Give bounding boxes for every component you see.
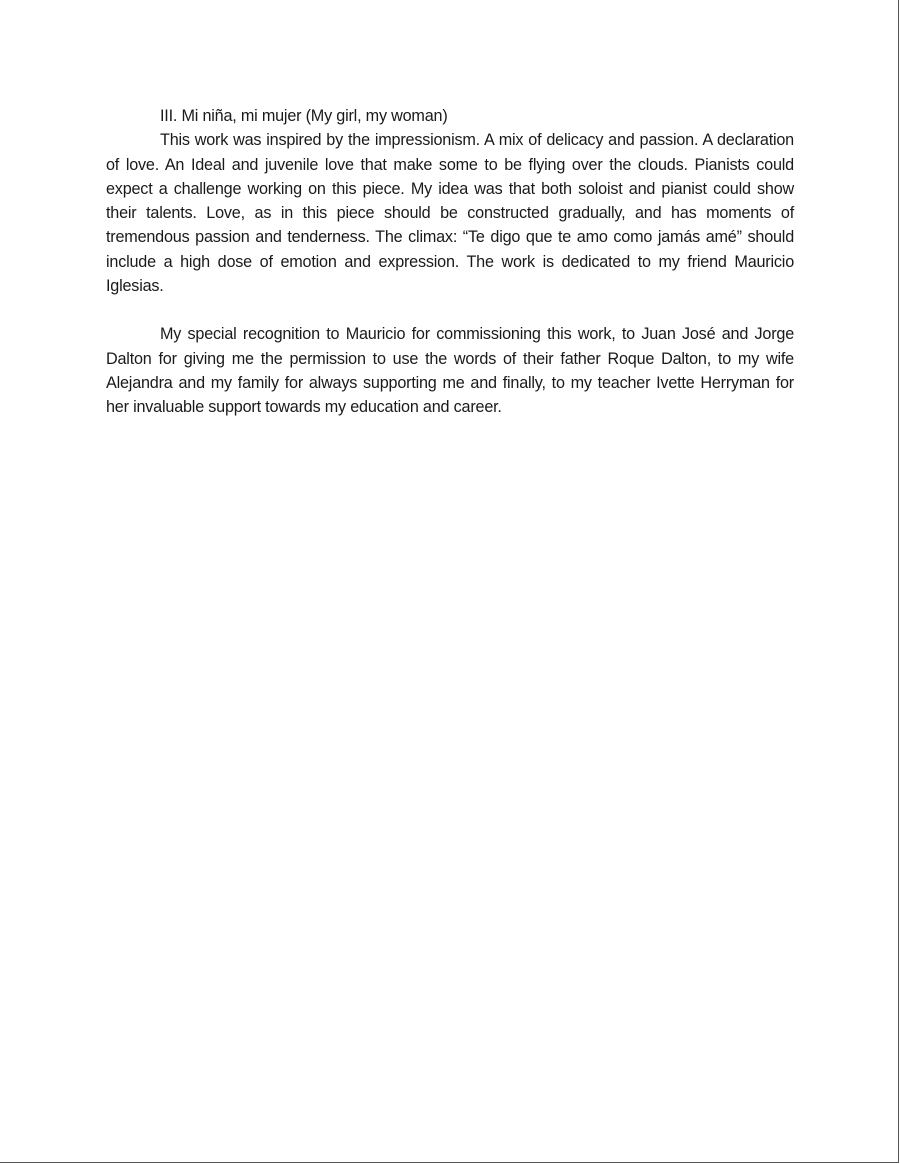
document-body [106,104,794,420]
section-title: III. Mi niña, mi mujer (My girl, my woman) [160,107,448,125]
acknowledgements-paragraph: My special recognition to Mauricio for commissioning this work, to Juan José and Jorge Dalton for giving me the permission to use the words of their father Roque Dalton, to my wife Alejandra and my family for always supporting me and finally, to my teacher Ivette Herryman for her invaluable support towards my education and career. [106,325,794,417]
program-note-paragraph: This work was inspired by the impressionism. A mix of delicacy and passion. A declaration of love. An Ideal and juvenile love that make some to be flying over the clouds. Pianists could expect a challenge working on this piece. My idea was that both soloist and pianist could show their talents. Love, as in this piece should be constructed gradually, and has moments of tremendous passion and tenderness. The climax: “Te digo que te amo como jamás amé” should include a high dose of emotion and expression. The work is dedicated to my friend Mauricio Iglesias. [106,131,794,296]
